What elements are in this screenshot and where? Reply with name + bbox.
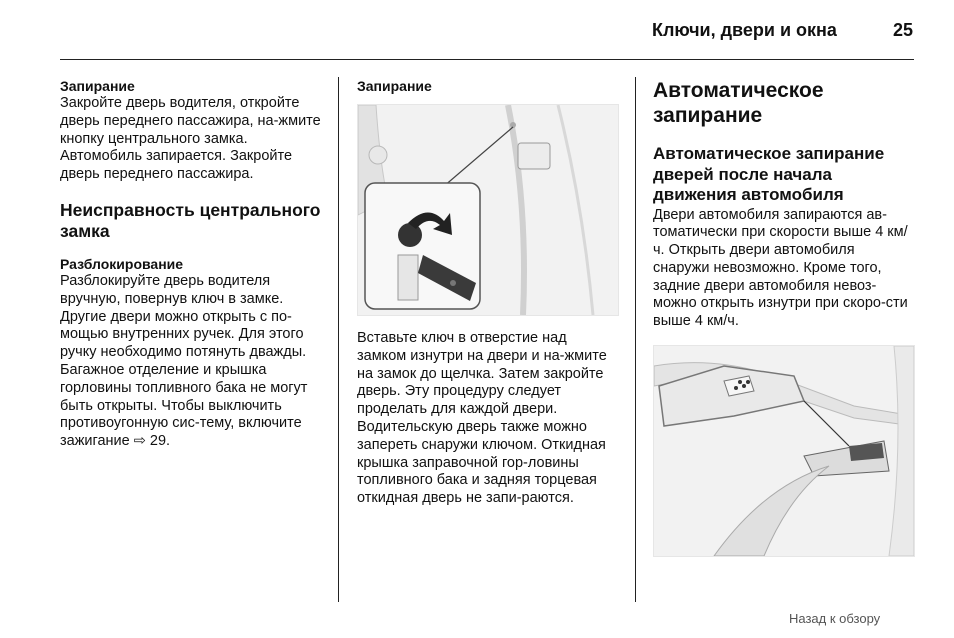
column-divider-1 — [338, 77, 339, 602]
locking-paragraph: Закройте дверь водителя, откройте дверь переднего пассажира, на-жмите кнопку центрального замка. Автомобиль запирается. Закройте дверь переднего пассажира. — [60, 95, 321, 183]
auto-locking-heading: Автоматическое запирание — [653, 79, 824, 127]
door-handle-illustration — [653, 345, 915, 557]
manual-locking-subheading: Запирание — [357, 78, 432, 94]
manual-locking-paragraph: Вставьте ключ в отверстие над замком изнутри на двери и на-жмите на замок до щелчка. Затем закройте дверь. Эту процедуру следует проделать для каждой двери. Водительскую дверь также можно запереть снаружи ключом. Откидная крышка заправочной гор-ловины топливного бака и задняя торцевая откидная дверь не запи-раются. — [357, 330, 607, 507]
header-divider — [60, 59, 914, 60]
column-divider-2 — [635, 77, 636, 602]
auto-locking-subheading: Автоматическое запирание дверей после начала движения автомобиля — [653, 144, 885, 204]
column-2 — [357, 78, 619, 508]
central-lock-fault-heading: Неисправность центрального замка — [60, 199, 321, 241]
column-3 — [653, 78, 915, 557]
page-number: 25 — [893, 20, 914, 40]
locking-subheading: Запирание — [60, 78, 135, 94]
unlocking-subheading: Разблокирование — [60, 255, 184, 272]
back-to-overview-link[interactable]: Назад к обзору — [789, 611, 881, 626]
page-header-title: Ключи, двери и окна — [652, 20, 837, 40]
column-1 — [60, 78, 328, 451]
unlocking-paragraph: Разблокируйте дверь водителя вручную, повернув ключ в замке. Другие двери можно открыть с по-мощью внутренних ручек. Для этого ручку необходимо потянуть дважды. Багажное отделение и крышка горловины топливного бака не могут быть открыты. Чтобы выключить противоугонную сис-тему, включите зажигание ⇨ 29. — [60, 272, 308, 450]
auto-locking-paragraph: Двери автомобиля запираются ав-томатически при скорости выше 4 км/ч. Открыть двери автомобиля снаружи невозможно. Кроме того, задние двери автомобиля невоз-можно открыть изнутри при скоро-сти выше 4 км/ч. — [653, 206, 908, 330]
key-lock-illustration — [357, 104, 619, 316]
